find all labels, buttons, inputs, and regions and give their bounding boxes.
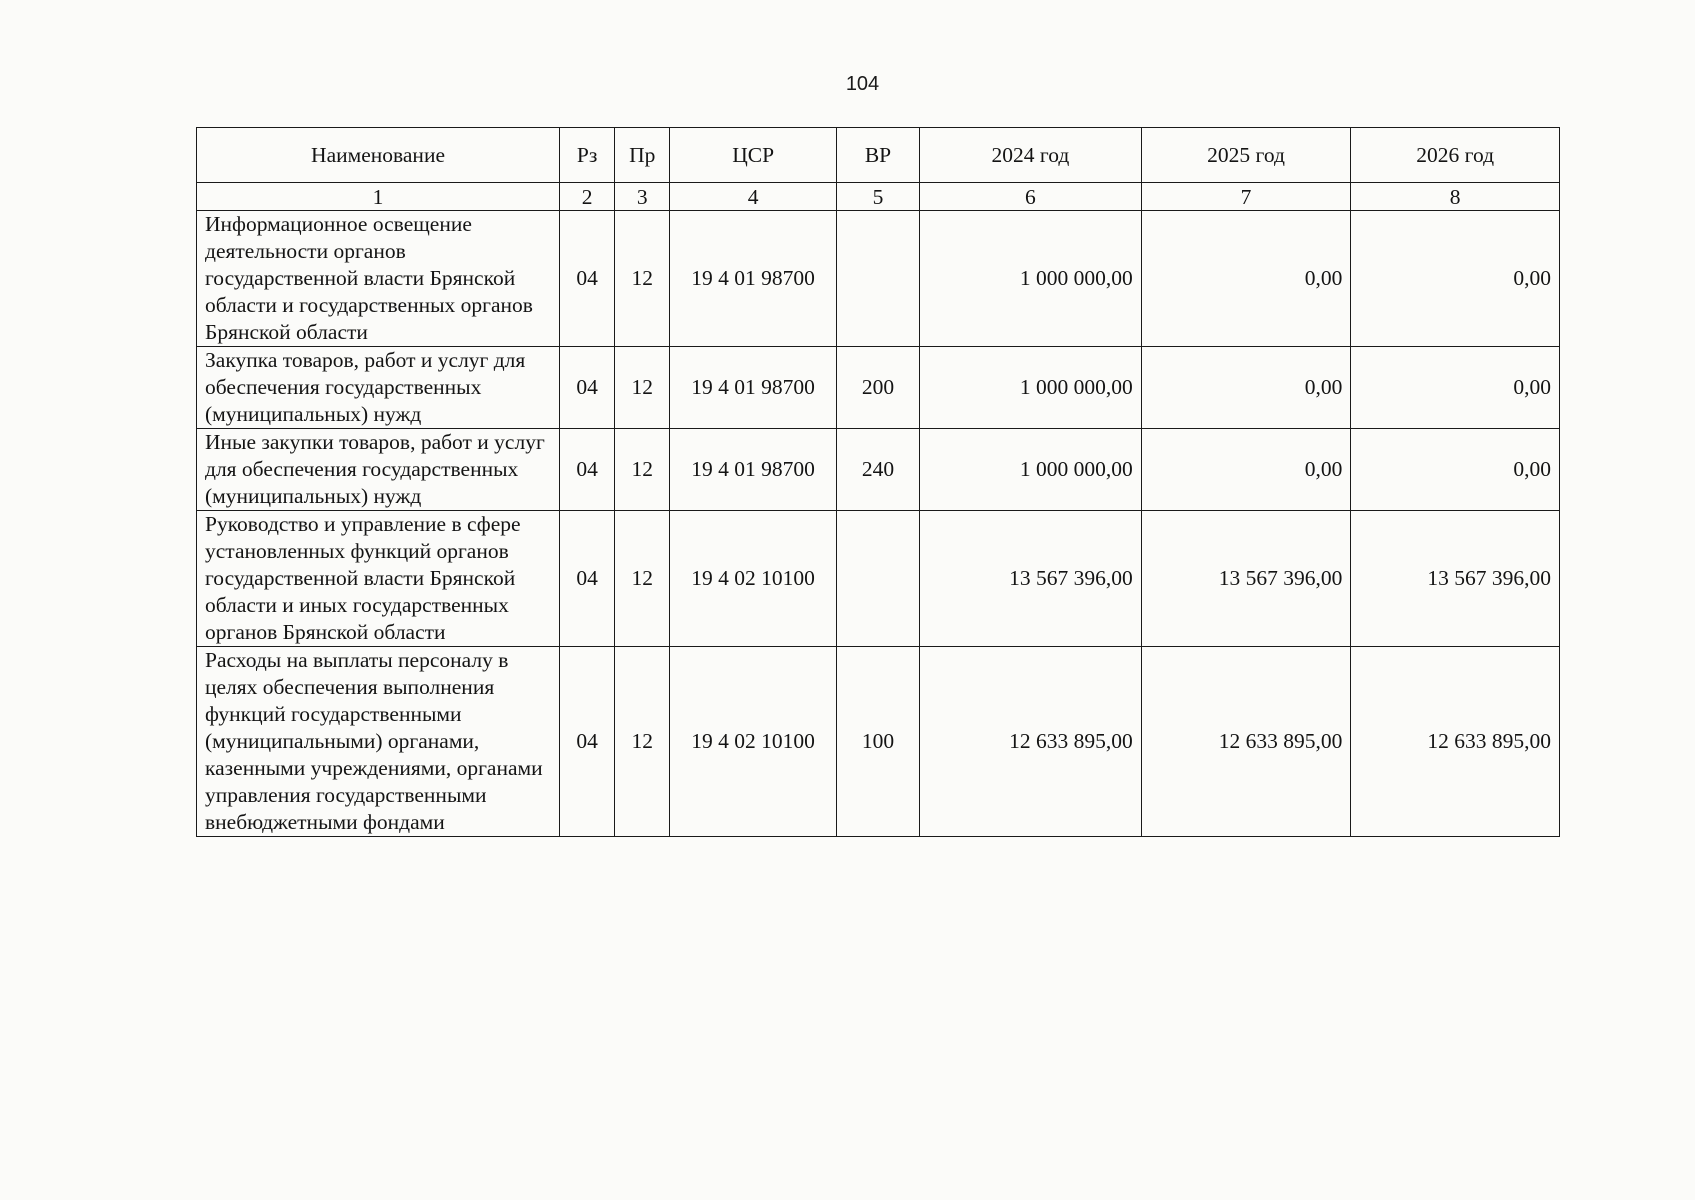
row-vr: 240 [836, 429, 919, 511]
table-row [197, 211, 1560, 347]
row-amount-2026: 12 633 895,00 [1351, 647, 1560, 837]
row-csr: 19 4 02 10100 [670, 511, 836, 647]
header-csr: ЦСР [670, 128, 836, 183]
row-vr: 100 [836, 647, 919, 837]
row-amount-2026: 0,00 [1351, 429, 1560, 511]
header-vr: ВР [836, 128, 919, 183]
table-row [197, 347, 1560, 429]
row-pr: 12 [615, 347, 670, 429]
table-header-row [197, 128, 1560, 183]
row-amount-2025: 0,00 [1141, 211, 1351, 347]
row-pr: 12 [615, 211, 670, 347]
header-rz: Рз [560, 128, 615, 183]
column-number: 4 [670, 183, 836, 211]
row-amount-2024: 1 000 000,00 [920, 211, 1142, 347]
row-name: Руководство и управление в сфере установленных функций органов государственной власти Брянской области и иных государственных органов Брянской области [197, 511, 560, 647]
row-amount-2025: 12 633 895,00 [1141, 647, 1351, 837]
row-pr: 12 [615, 647, 670, 837]
row-amount-2026: 0,00 [1351, 211, 1560, 347]
row-rz: 04 [560, 647, 615, 837]
table-row [197, 647, 1560, 837]
row-amount-2026: 0,00 [1351, 347, 1560, 429]
row-vr: 200 [836, 347, 919, 429]
column-number: 6 [920, 183, 1142, 211]
header-2024: 2024 год [920, 128, 1142, 183]
column-number: 8 [1351, 183, 1560, 211]
column-number: 2 [560, 183, 615, 211]
page-number: 104 [845, 73, 880, 95]
row-vr [836, 511, 919, 647]
row-csr: 19 4 01 98700 [670, 211, 836, 347]
column-number: 1 [197, 183, 560, 211]
row-csr: 19 4 02 10100 [670, 647, 836, 837]
column-number: 5 [836, 183, 919, 211]
row-vr [836, 211, 919, 347]
row-name: Закупка товаров, работ и услуг для обеспечения государственных (муниципальных) нужд [197, 347, 560, 429]
row-amount-2025: 0,00 [1141, 429, 1351, 511]
row-amount-2025: 13 567 396,00 [1141, 511, 1351, 647]
header-pr: Пр [615, 128, 670, 183]
row-pr: 12 [615, 511, 670, 647]
row-name: Иные закупки товаров, работ и услуг для обеспечения государственных (муниципальных) нужд [197, 429, 560, 511]
row-pr: 12 [615, 429, 670, 511]
row-rz: 04 [560, 347, 615, 429]
row-name: Расходы на выплаты персоналу в целях обеспечения выполнения функций государственными (муниципальными) органами, казенными учреждениями, органами управления государственными внебюджетными фондами [197, 647, 560, 837]
row-amount-2024: 12 633 895,00 [920, 647, 1142, 837]
header-name: Наименование [197, 128, 560, 183]
table-row [197, 511, 1560, 647]
header-2026: 2026 год [1351, 128, 1560, 183]
column-number: 7 [1141, 183, 1351, 211]
row-name: Информационное освещение деятельности органов государственной власти Брянской области и государственных органов Брянской области [197, 211, 560, 347]
column-number-row [197, 183, 1560, 211]
header-2025: 2025 год [1141, 128, 1351, 183]
row-csr: 19 4 01 98700 [670, 347, 836, 429]
row-csr: 19 4 01 98700 [670, 429, 836, 511]
row-rz: 04 [560, 429, 615, 511]
row-amount-2026: 13 567 396,00 [1351, 511, 1560, 647]
budget-table [196, 127, 1560, 837]
row-rz: 04 [560, 211, 615, 347]
column-number: 3 [615, 183, 670, 211]
row-amount-2024: 1 000 000,00 [920, 429, 1142, 511]
row-rz: 04 [560, 511, 615, 647]
row-amount-2024: 1 000 000,00 [920, 347, 1142, 429]
row-amount-2025: 0,00 [1141, 347, 1351, 429]
row-amount-2024: 13 567 396,00 [920, 511, 1142, 647]
table-row [197, 429, 1560, 511]
